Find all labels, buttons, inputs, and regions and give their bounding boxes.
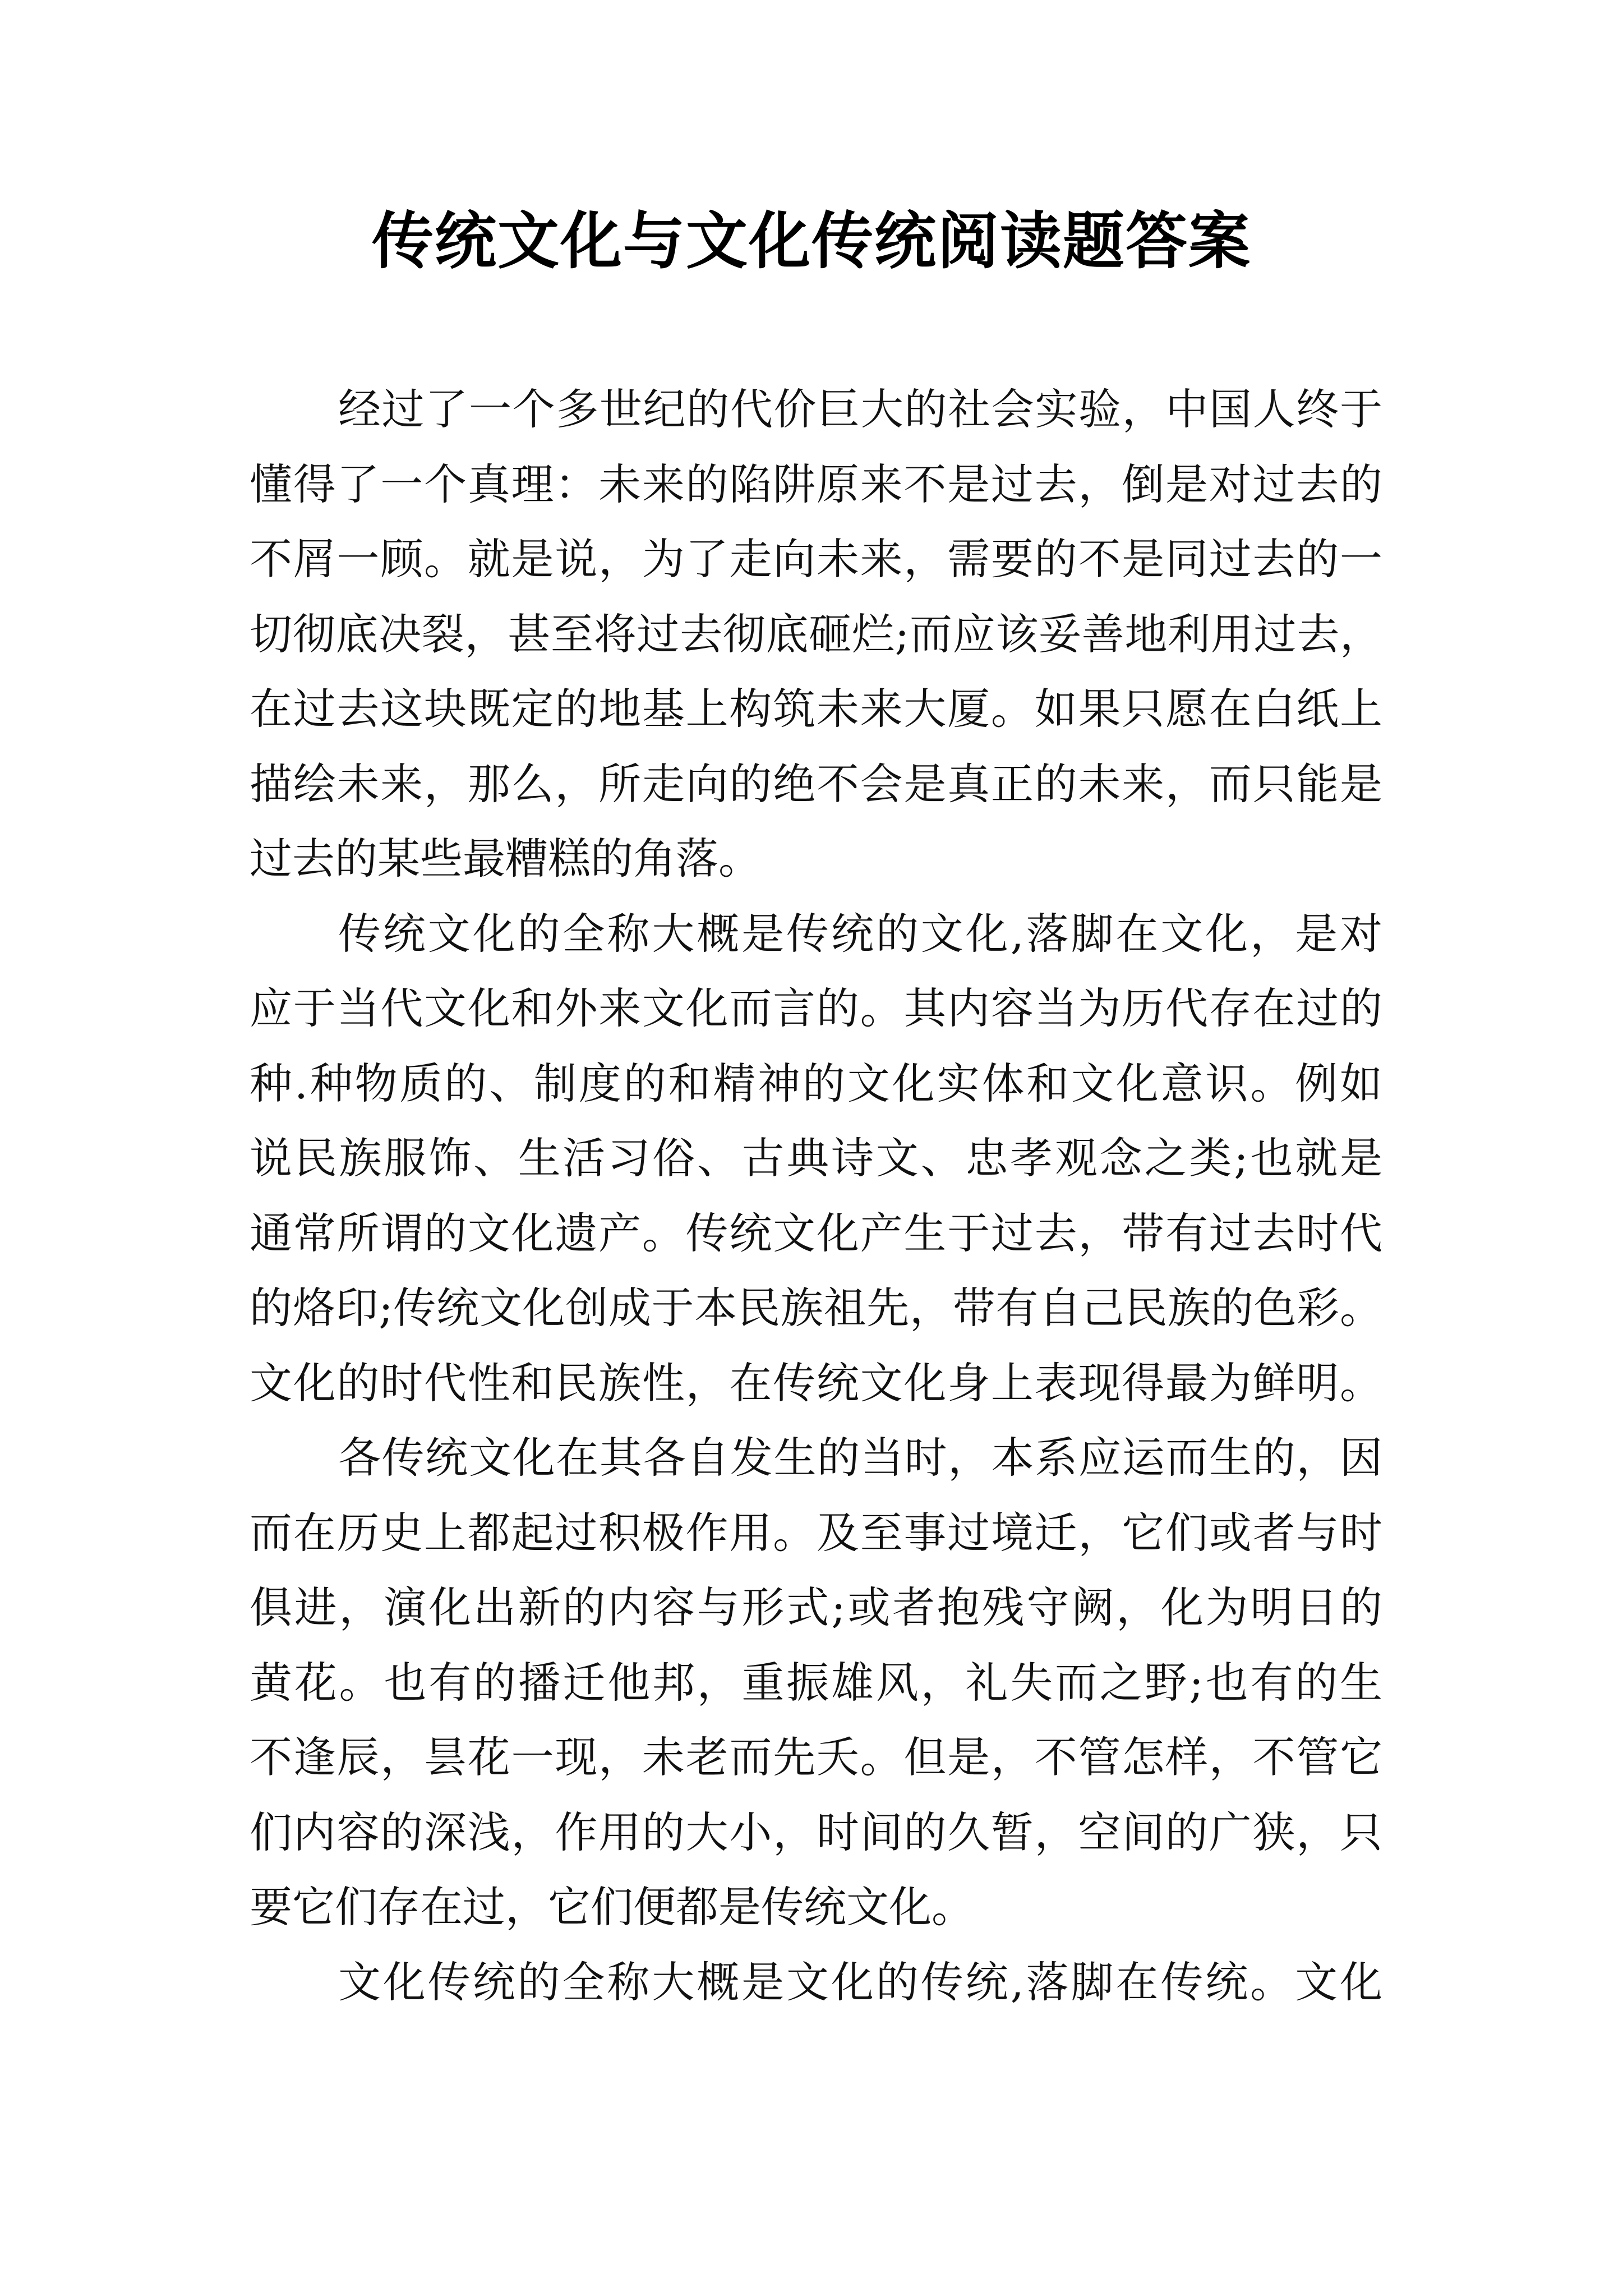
- text-line: 们内容的深浅，作用的大小，时间的久暂，空间的广狭，只: [250, 1807, 1382, 1857]
- text-line: 种.种物质的、制度的和精神的文化实体和文化意识。例如: [250, 1058, 1382, 1108]
- text-line: 不逢辰，昙花一现，未老而先夭。但是，不管怎样，不管它: [250, 1732, 1382, 1782]
- text-line: 切彻底决裂，甚至将过去彻底砸烂;而应该妥善地利用过去，: [250, 609, 1382, 659]
- text-line: 在过去这块既定的地基上构筑未来大厦。如果只愿在白纸上: [250, 684, 1382, 734]
- text-line: 通常所谓的文化遗产。传统文化产生于过去，带有过去时代: [250, 1208, 1382, 1258]
- text-line: 不屑一顾。就是说，为了走向未来，需要的不是同过去的一: [250, 534, 1382, 584]
- page-title: 传统文化与文化传统阅读题答案: [372, 205, 1251, 277]
- text-line: 说民族服饰、生活习俗、古典诗文、忠孝观念之类;也就是: [250, 1133, 1382, 1183]
- text-line: 经过了一个多世纪的代价巨大的社会实验，中国人终于: [338, 384, 1382, 434]
- text-line: 文化的时代性和民族性，在传统文化身上表现得最为鲜明。: [250, 1358, 1382, 1408]
- text-line: 要它们存在过，它们便都是传统文化。: [250, 1882, 974, 1932]
- text-line: 文化传统的全称大概是文化的传统,落脚在传统。文化: [338, 1957, 1382, 2007]
- text-line: 黄花。也有的播迁他邦，重振雄风，礼失而之野;也有的生: [250, 1657, 1382, 1708]
- text-line: 各传统文化在其各自发生的当时，本系应运而生的，因: [338, 1433, 1382, 1483]
- text-line: 而在历史上都起过积极作用。及至事过境迁，它们或者与时: [250, 1507, 1382, 1558]
- text-line: 过去的某些最糟糕的角落。: [250, 834, 761, 884]
- text-line: 懂得了一个真理：未来的陷阱原来不是过去，倒是对过去的: [250, 459, 1382, 509]
- text-line: 应于当代文化和外来文化而言的。其内容当为历代存在过的: [250, 983, 1382, 1033]
- document-body: [250, 372, 1382, 2019]
- text-line: 传统文化的全称大概是传统的文化,落脚在文化，是对: [338, 908, 1382, 959]
- text-line: 的烙印;传统文化创成于本民族祖先，带有自己民族的色彩。: [250, 1283, 1382, 1333]
- text-line: 俱进，演化出新的内容与形式;或者抱残守阙，化为明日的: [250, 1582, 1382, 1632]
- text-line: 描绘未来，那么，所走向的绝不会是真正的未来，而只能是: [250, 758, 1382, 809]
